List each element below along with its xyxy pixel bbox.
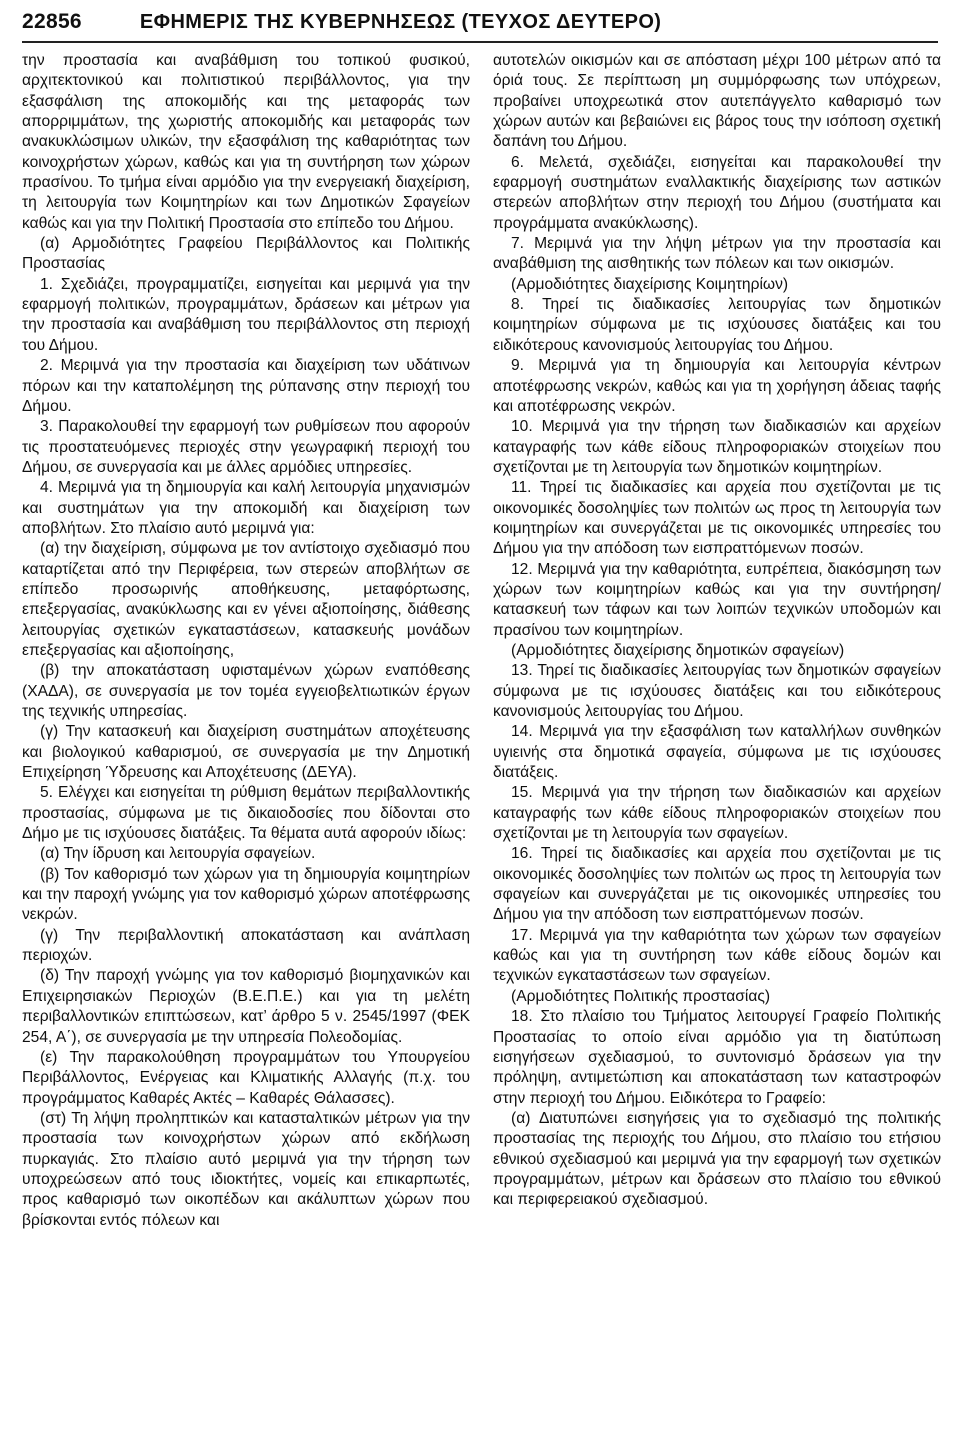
header-divider <box>22 41 938 43</box>
paragraph: 9. Μεριμνά για τη δημιουργία και λειτουργία κέντρων αποτέφρωσης νεκρών, καθώς και για τη χορήγηση άδειας ταφής και αποτέφρωσης νεκρών. <box>493 357 941 415</box>
section-heading: (Αρμοδιότητες διαχείρισης Κοιμητηρίων) <box>511 275 789 293</box>
paragraph: (α) Διατυπώνει εισηγήσεις για το σχεδιασμό της πολιτικής προστασίας της περιοχής του Δήμου, στο πλαίσιο του ετήσιου εθνικού σχεδιασμού και μεριμνά για την εφαρμογή των σχετικών προγραμμάτων, μέτρων και δράσεων στο πλαίσιο του εθνικού και περιφερειακού σχεδιασμού. <box>493 1109 941 1209</box>
page-number: 22856 <box>22 10 82 33</box>
paragraph: 17. Μεριμνά για την καθαριότητα των χώρων των σφαγείων καθώς και για τη συντήρηση των κάθε είδους δομών και τεχνικών εγκαταστάσεων των σφαγείων. <box>493 926 941 985</box>
section-heading: (α) Αρμοδιότητες Γραφείου Περιβάλλοντος και Πολιτικής Προστασίας <box>22 235 470 273</box>
paragraph: (α) την διαχείριση, σύμφωνα με τον αντίστοιχο σχεδιασμό που καταρτίζεται από την Περιφέρεια, των στερεών αποβλήτων σε επίπεδο προσωρινής αποθήκευσης, μεταφόρτωσης, επεξεργασίας, ανακύκλωσης και εν γένει αξιοποίησης, διάθεσης λειτουργίας σχετικών εγκαταστάσεων, κατασκευής μονάδων επεξεργασίας και αξιοποίησης, <box>22 540 470 659</box>
paragraph: αυτοτελών οικισμών και σε απόσταση μέχρι 100 μέτρων από τα όριά τους. Σε περίπτωση μη συμμόρφωσης των υπόχρεων, προβαίνει υποχρεωτικά στον αυτεπάγγελτο καθαρισμό των χώρων αυτών και βεβαιώνει εις βάρος τους την ισόποση σχετική δαπάνη του Δήμου. <box>493 52 941 151</box>
paragraph: 10. Μεριμνά για την τήρηση των διαδικασιών και αρχείων καταγραφής των κάθε είδους πληροφοριακών στοιχείων που σχετίζονται με τη λειτουργία των δημοτικών κοιμητηρίων. <box>493 418 941 476</box>
journal-title: ΕΦΗΜΕΡΙΣ ΤΗΣ ΚΥΒΕΡΝΗΣΕΩΣ (ΤΕΥΧΟΣ ΔΕΥΤΕΡΟ) <box>139 10 662 33</box>
right-text-column <box>493 51 941 1211</box>
paragraph: 8. Τηρεί τις διαδικασίες λειτουργίας των δημοτικών κοιμητηρίων σύμφωνα με τις ισχύουσες διατάξεις και του ειδικότερους κανονισμούς λειτουργίας του Δήμου. <box>493 296 941 354</box>
paragraph: 11. Τηρεί τις διαδικασίες και αρχεία που σχετίζονται με τις οικονομικές δοσοληψίες των πολιτών ως προς τη λειτουργία των κοιμητηρίων και συνεργάζεται με τις οικονομικές υπηρεσίες του Δήμου για την απόδοση των εισπραττόμενων ποσών. <box>493 479 941 558</box>
paragraph: (στ) Τη λήψη προληπτικών και κατασταλτικών μέτρων για την προστασία των κοινοχρήστων χώρων από εκδήλωση πυρκαγιάς. Στο πλαίσιο αυτό μεριμνά για την τήρηση των υποχρεώσεων από τους ιδιοκτήτες, νομείς και επικαρπωτές, προς καθαρισμό των οικοπέδων και ακάλυπτων χώρων που βρίσκονται εντός πόλεων και <box>22 1109 470 1229</box>
paragraph: 2. Μεριμνά για την προστασία και διαχείριση των υδάτινων πόρων και την καταπολέμηση της ρύπανσης στην περιοχή του Δήμου. <box>22 357 470 415</box>
paragraph: (β) Τον καθορισμό των χώρων για τη δημιουργία κοιμητηρίων και την παροχή γνώμης για τον καθορισμό χώρων αποτέφρωσης νεκρών. <box>22 865 470 924</box>
paragraph: 6. Μελετά, σχεδιάζει, εισηγείται και παρακολουθεί την εφαρμογή συστημάτων εναλλακτικής διαχείρισης των αστικών στερεών αποβλήτων στην περιοχή του Δήμου (συστήματα και προγράμματα ανακύκλωσης). <box>493 153 941 232</box>
paragraph: (γ) Την κατασκευή και διαχείριση συστημάτων αποχέτευσης και βιολογικού καθαρισμού, σε συνεργασία με την Δημοτική Επιχείρηση Ύδρευσης και Αποχέτευσης (ΔΕΥΑ). <box>22 723 470 782</box>
paragraph: 18. Στο πλαίσιο του Τμήματος λειτουργεί Γραφείο Πολιτικής Προστασίας το οποίο είναι αρμόδιο για τη διατύπωση εισηγήσεων σχεδιασμού, το συντονισμό δράσεων για την πρόληψη, αντιμετώπιση και αποκατάσταση των καταστροφών στην περιοχή του Δήμου. Ειδικότερα το Γραφείο: <box>493 1008 941 1107</box>
section-heading: (Αρμοδιότητες Πολιτικής προστασίας) <box>511 987 771 1005</box>
paragraph: 14. Μεριμνά για την εξασφάλιση των καταλλήλων συνθηκών υγιεινής στα δημοτικά σφαγεία, σύμφωνα με τις ισχύουσες διατάξεις. <box>493 723 941 782</box>
paragraph: (β) την αποκατάσταση υφισταμένων χώρων εναπόθεσης (ΧΑΔΑ), σε συνεργασία με τον τομέα εγγειοβελτιωτικών έργων της τεχνικής υπηρεσίας. <box>22 662 470 720</box>
paragraph: (α) Την ίδρυση και λειτουργία σφαγείων. <box>40 845 316 863</box>
page-header <box>22 4 938 40</box>
paragraph: 1. Σχεδιάζει, προγραμματίζει, εισηγείται και μεριμνά για την εφαρμογή πολιτικών, προγραμμάτων, δράσεων και μέτρων για την προστασία και αναβάθμιση του περιβάλλοντος στη περιοχή του Δήμου. <box>22 275 470 354</box>
paragraph: (γ) Την περιβαλλοντική αποκατάσταση και ανάπλαση περιοχών. <box>22 926 470 965</box>
paragraph: 13. Τηρεί τις διαδικασίες λειτουργίας των δημοτικών σφαγείων σύμφωνα με τις ισχύουσες διατάξεις και του ειδικότερους κανονισμούς λειτουργίας του Δήμου. <box>493 662 941 720</box>
paragraph: 4. Μεριμνά για τη δημιουργία και καλή λειτουργία μηχανισμών και συστημάτων για την αποκομιδή και διαχείριση των αποβλήτων. Στο πλαίσιο αυτό μεριμνά για: <box>22 479 470 537</box>
paragraph: 3. Παρακολουθεί την εφαρμογή των ρυθμίσεων που αφορούν τις προστατευόμενες περιοχές στην γεωγραφική περιοχή του Δήμου, σε συνεργασία και με άλλες αρμόδιες υπηρεσίες. <box>22 418 470 476</box>
paragraph: την προστασία και αναβάθμιση του τοπικού φυσικού, αρχιτεκτονικού και πολιτιστικού περιβάλλοντος, για την εξασφάλιση της αποκομιδής και της μεταφοράς των απορριμμάτων, της χωριστής αποκομιδής και μεταφοράς των ανακυκλώσιμων υλικών, την εξασφάλιση της καθαριότητας των κοινοχρήστων χώρων, καθώς και για τη συντήρηση των χώρων πρασίνου. Το τμήμα είναι αρμόδιο για την ενεργειακή διαχείριση, τη λειτουργία των Κοιμητηρίων και των Δημοτικών Σφαγείων καθώς και για την Πολιτική Προστασία στο επίπεδο του Δήμου. <box>22 52 470 232</box>
section-heading: (Αρμοδιότητες διαχείρισης δημοτικών σφαγείων) <box>511 641 845 659</box>
paragraph: (δ) Την παροχή γνώμης για τον καθορισμό βιομηχανικών και Επιχειρησιακών Περιοχών (Β.Ε.Π.Ε.) και για τη μελέτη περιβαλλοντικών επιπτώσεων, κατ’ άρθρο 5 ν. 2545/1997 (ΦΕΚ 254, Α΄), σε συνεργασία με την υπηρεσία Πολεοδομίας. <box>22 967 470 1046</box>
paragraph: (ε) Την παρακολούθηση προγραμμάτων του Υπουργείου Περιβάλλοντος, Ενέργειας και Κλιματικής Αλλαγής (π.χ. του προγράμματος Καθαρές Ακτές – Καθαρές Θάλασσες). <box>22 1048 470 1107</box>
paragraph: 5. Ελέγχει και εισηγείται τη ρύθμιση θεμάτων περιβαλλοντικής προστασίας, σύμφωνα με τις δικαιοδοσίες που δίδονται στο Δήμο με τις ισχύουσες διατάξεις. Τα θέματα αυτά αφορούν ιδίως: <box>22 784 470 843</box>
paragraph: 7. Μεριμνά για την λήψη μέτρων για την προστασία και αναβάθμιση της αισθητικής των πόλεων και των οικισμών. <box>493 235 941 273</box>
paragraph: 12. Μεριμνά για την καθαριότητα, ευπρέπεια, διακόσμηση των χώρων των κοιμητηρίων καθώς και για την συντήρηση/κατασκευή των τάφων και των λοιπών τεχνικών υποδομών και πρασίνου των κοιμητηρίων. <box>493 560 941 639</box>
paragraph: 16. Τηρεί τις διαδικασίες και αρχεία που σχετίζονται με τις οικονομικές δοσοληψίες των πολιτών ως προς τη λειτουργία των σφαγείων και συνεργάζεται με τις οικονομικές υπηρεσίες του Δήμου για την απόδοση των εισπραττόμενων ποσών. <box>493 845 941 924</box>
paragraph: 15. Μεριμνά για την τήρηση των διαδικασιών και αρχείων καταγραφής των κάθε είδους πληροφοριακών στοιχείων που σχετίζονται με τη λειτουργία των σφαγείων. <box>493 784 941 843</box>
left-text-column <box>22 51 470 1231</box>
